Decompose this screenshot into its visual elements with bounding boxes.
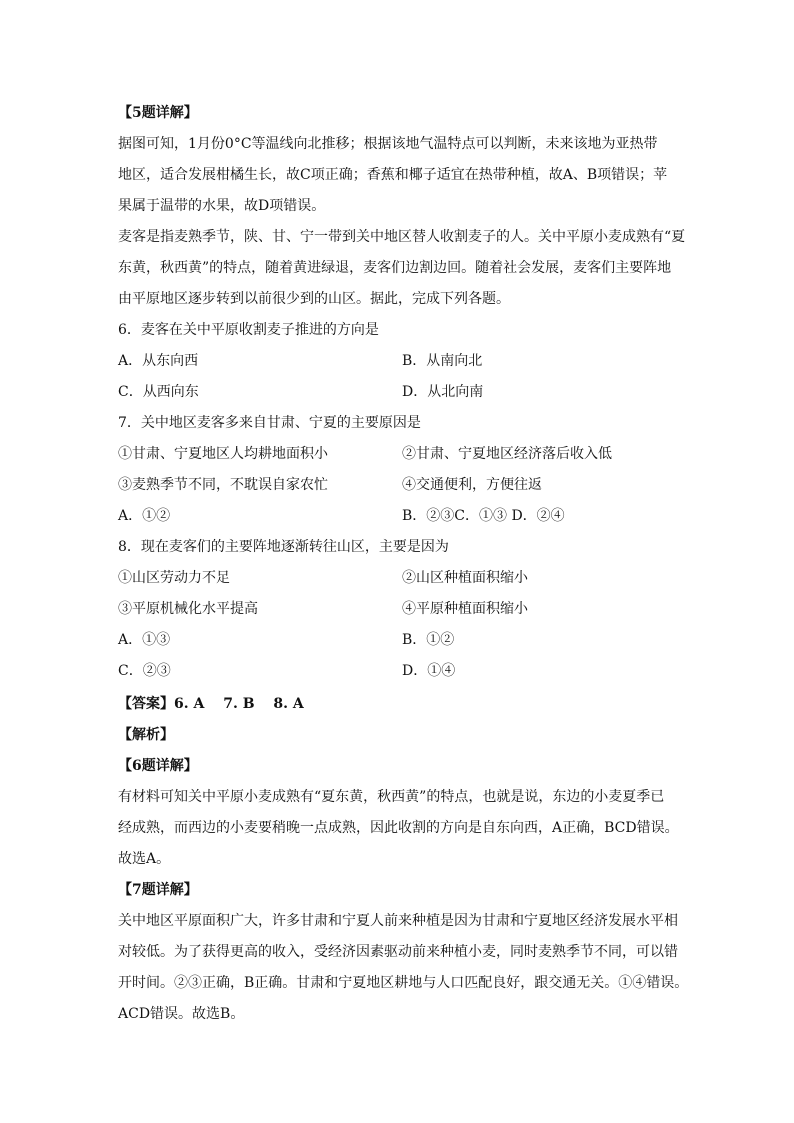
q6-option-d: D．从北向南 xyxy=(402,384,484,400)
sec5-line-2: 地区，适合发展柑橘生长，故C项正确；香蕉和椰子适宜在热带种植，故A、B项错误；苹 xyxy=(118,167,668,183)
material-line-3: 由平原地区逐步转到以前很少到的山区。据此，完成下列各题。 xyxy=(118,291,510,307)
q6-option-a: A．从东向西 xyxy=(118,353,199,369)
q8-statement-2: ②山区种植面积缩小 xyxy=(402,570,528,586)
q8-option-a: A．①③ xyxy=(118,632,171,648)
q8-options-row-2 xyxy=(118,661,698,681)
q8-statements-row-1 xyxy=(118,568,698,588)
analysis-header: 【解析】 xyxy=(118,727,174,743)
answer-line: 【答案】6. A 7. B 8. A xyxy=(118,696,304,712)
sec7-line-4: ACD错误。故选B。 xyxy=(118,1006,245,1022)
sec7-header: 【7题详解】 xyxy=(118,882,198,898)
q7-statements-row-2 xyxy=(118,475,698,495)
q7-statement-2: ②甘肃、宁夏地区经济落后收入低 xyxy=(402,446,612,462)
q6-stem: 6．麦客在关中平原收割麦子推进的方向是 xyxy=(118,322,379,338)
sec5-line-1: 据图可知，1月份0°C等温线向北推移；根据该地气温特点可以判断，未来该地为亚热带 xyxy=(118,136,658,152)
q8-statement-3: ③平原机械化水平提高 xyxy=(118,601,258,617)
q6-options-row-2 xyxy=(118,382,698,402)
q7-statement-4: ④交通便利，方便往返 xyxy=(402,477,542,493)
sec7-line-2: 对较低。为了获得更高的收入，受经济因素驱动前来种植小麦，同时麦熟季节不同，可以错 xyxy=(118,944,678,960)
sec6-line-1: 有材料可知关中平原小麦成熟有“夏东黄，秋西黄”的特点，也就是说，东边的小麦夏季已 xyxy=(118,789,665,805)
q8-option-b: B．①② xyxy=(402,632,455,648)
q7-statements-row-1 xyxy=(118,444,698,464)
material-line-1: 麦客是指麦熟季节，陕、甘、宁一带到关中地区替人收割麦子的人。关中平原小麦成熟有“夏 xyxy=(118,229,686,245)
q8-option-d: D．①④ xyxy=(402,663,456,679)
sec5-line-3: 果属于温带的水果，故D项错误。 xyxy=(118,198,326,214)
q8-options-row-1 xyxy=(118,630,698,650)
q7-statement-1: ①甘肃、宁夏地区人均耕地面积小 xyxy=(118,446,328,462)
q7-option-a: A．①② xyxy=(118,508,171,524)
sec6-line-3: 故选A。 xyxy=(118,851,171,867)
sec7-line-1: 关中地区平原面积广大，许多甘肃和宁夏人前来种植是因为甘肃和宁夏地区经济发展水平相 xyxy=(118,913,678,929)
q8-statement-1: ①山区劳动力不足 xyxy=(118,570,230,586)
q8-stem: 8．现在麦客们的主要阵地逐渐转往山区，主要是因为 xyxy=(118,539,449,555)
q7-statement-3: ③麦熟季节不同，不耽误自家农忙 xyxy=(118,477,328,493)
q6-option-c: C．从西向东 xyxy=(118,384,199,400)
sec6-header: 【6题详解】 xyxy=(118,758,198,774)
material-line-2: 东黄，秋西黄”的特点，随着黄进绿退，麦客们边割边回。随着社会发展，麦客们主要阵地 xyxy=(118,260,672,276)
sec6-line-2: 经成熟，而西边的小麦要稍晚一点成熟，因此收割的方向是自东向西，A正确，BCD错误。 xyxy=(118,820,679,836)
sec5-header: 【5题详解】 xyxy=(118,105,198,121)
q6-option-b: B．从南向北 xyxy=(402,353,483,369)
q6-options-row-1 xyxy=(118,351,698,371)
q8-statement-4: ④平原种植面积缩小 xyxy=(402,601,528,617)
q7-options-row xyxy=(118,506,698,526)
q8-option-c: C．②③ xyxy=(118,663,171,679)
q8-statements-row-2 xyxy=(118,599,698,619)
q7-stem: 7．关中地区麦客多来自甘肃、宁夏的主要原因是 xyxy=(118,415,421,431)
sec7-line-3: 开时间。②③正确，B正确。甘肃和宁夏地区耕地与人口匹配良好，跟交通无关。①④错误。 xyxy=(118,975,689,991)
q7-options-bcd: B．②③C．①③ D．②④ xyxy=(402,508,565,524)
